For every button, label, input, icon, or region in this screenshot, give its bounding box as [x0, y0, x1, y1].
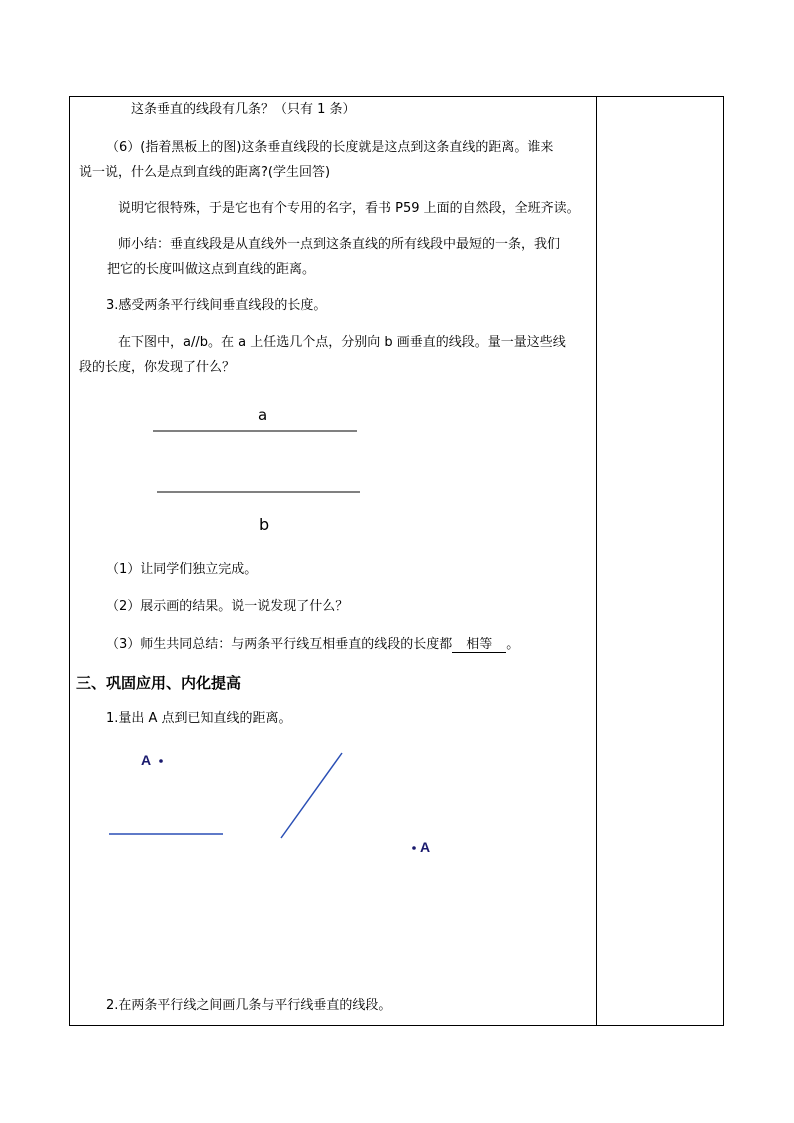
answer-blank: 相等 — [452, 638, 506, 653]
exercise-1: 1.量出 A 点到已知直线的距离。 — [106, 711, 292, 726]
section-heading-3: 三、巩固应用、内化提高 — [76, 674, 242, 692]
point-a-dot-2 — [412, 846, 416, 850]
text-line-11: （2）展示画的结果。说一说发现了什么？ — [106, 599, 349, 614]
line-a-label: a — [258, 406, 268, 424]
line-b-label: b — [259, 515, 270, 534]
summary-prefix: （3）师生共同总结：与两条平行线互相垂直的线段的长度都 — [106, 637, 453, 652]
text-line-4: 说明它很特殊，于是它也有个专用的名字，看书 P59 上面的自然段，全班齐读。 — [118, 201, 580, 216]
text-line-7: 3.感受两条平行线间垂直线段的长度。 — [106, 298, 327, 313]
exercise-2: 2.在两条平行线之间画几条与平行线垂直的线段。 — [106, 998, 392, 1013]
point-a-dot-1 — [159, 759, 163, 763]
point-a-label-2: A — [420, 839, 431, 855]
text-line-9: 段的长度，你发现了什么？ — [79, 360, 236, 375]
text-line-10: （1）让同学们独立完成。 — [106, 562, 258, 577]
text-line-8: 在下图中，a//b。在 a 上任选几个点，分别向 b 画垂直的线段。量一量这些线 — [118, 335, 566, 350]
text-line-1: 这条垂直的线段有几条？（只有 1 条） — [131, 102, 356, 117]
text-line-5: 师小结：垂直线段是从直线外一点到这条直线的所有线段中最短的一条，我们 — [118, 237, 561, 252]
text-line-6: 把它的长度叫做这点到直线的距离。 — [107, 262, 316, 277]
text-line-3: 说一说，什么是点到直线的距离?(学生回答) — [79, 165, 331, 180]
point-a-label-1: A — [141, 752, 152, 768]
given-line-diagonal — [281, 753, 342, 838]
text-line-2: （6）(指着黑板上的图)这条垂直线段的长度就是这点到这条直线的距离。谁来 — [106, 140, 554, 155]
summary-suffix: 。 — [506, 637, 520, 652]
